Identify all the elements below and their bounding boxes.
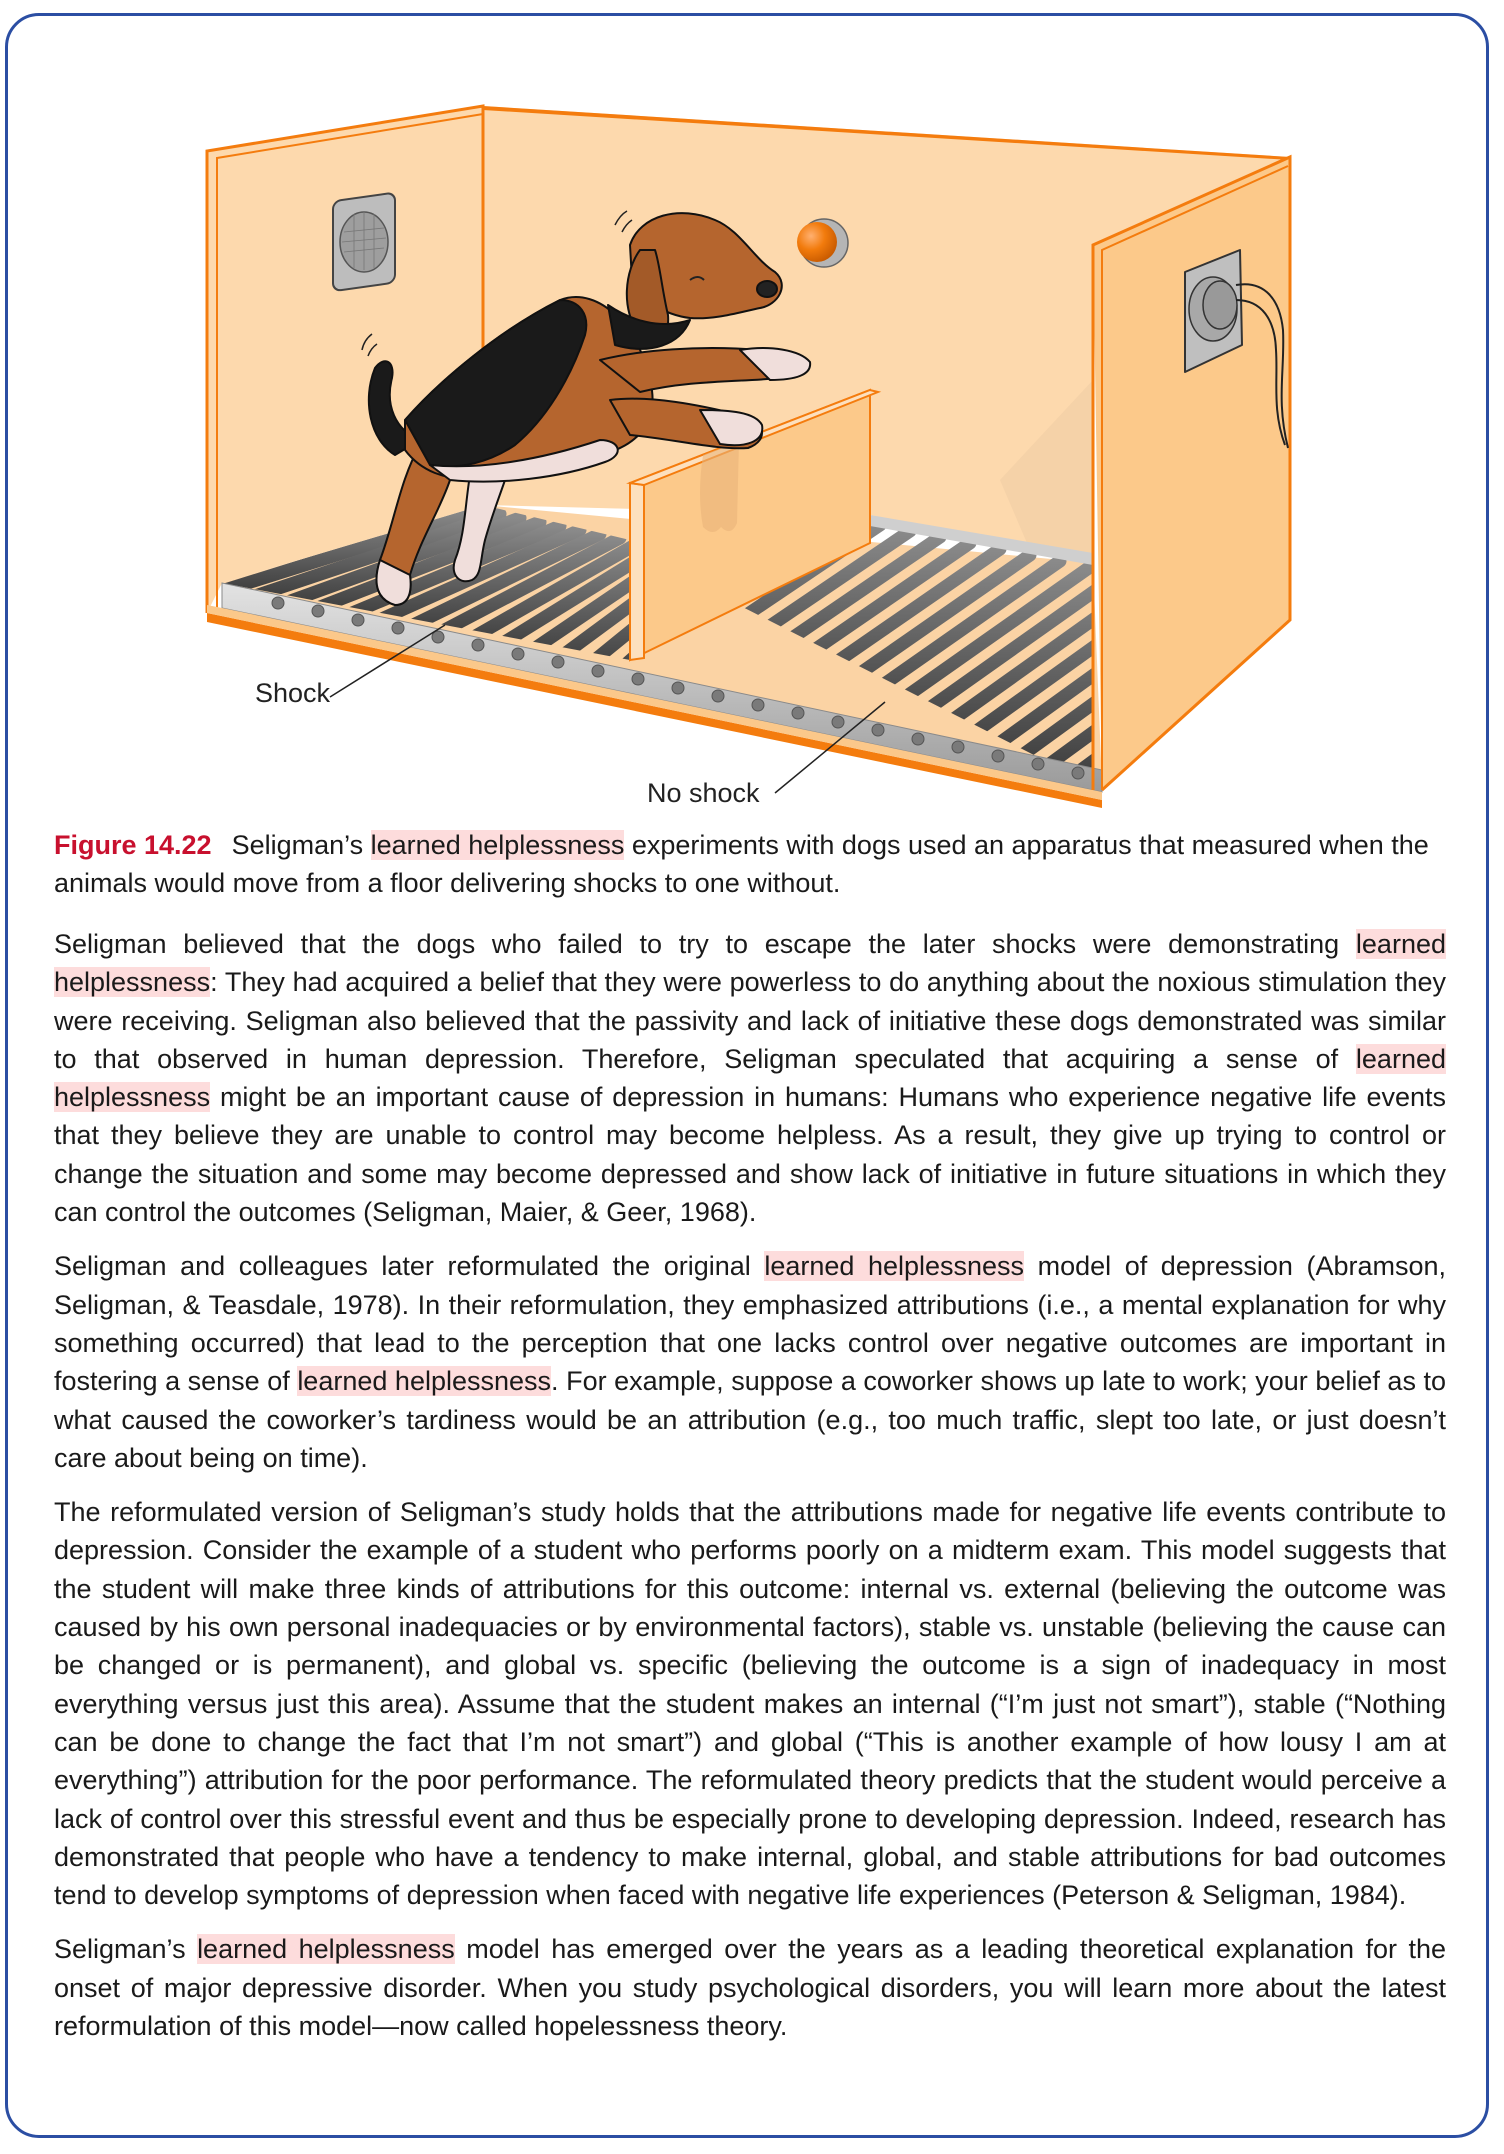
highlighted-term: learned helplessness	[297, 1366, 552, 1397]
highlighted-term: learned helplessness	[370, 830, 625, 860]
vent-icon	[333, 192, 395, 291]
right-wall	[1093, 157, 1290, 790]
text-run: model of depression (Abramson, Seligman, & Teasdale, 1978). In their reformulation, they emphasized attributions (i.e., a mental explanation for why something occurred) that lead to the perception that one lacks control over negative outcomes are important in fostering a sense of	[54, 1251, 1446, 1397]
figure-number: Figure 14.22	[54, 830, 212, 860]
figure-14-22	[0, 0, 1504, 820]
figure-caption	[54, 826, 1454, 902]
highlighted-term: learned helplessness	[54, 1043, 1446, 1113]
shock-label: Shock	[255, 678, 331, 708]
text-run: The reformulated version of Seligman’s study holds that the attributions made for negative life events contribute to depression. Consider the example of a student who performs poorly on a midterm exam. This model suggests that the student will make three kinds of attributions for this outcome: internal vs. external (believing the outcome was caused by his own personal inadequacies or by environmental factors), stable vs. unstable (believing the cause can be changed or is permanent), and global vs. specific (believing the outcome is a sign of inadequacy in most everything versus just this area). Assume that the student makes an internal (“I’m just not smart”), stable (“Nothing can be done to change the fact that I’m not smart”) and global (“This is another example of how lousy I am at everything”) attribution for the poor performance. The reformulated theory predicts that the student would perceive a lack of control over this stressful event and thus be especially prone to developing depression. Indeed, research has demonstrated that people who have a tendency to make internal, global, and stable attributions for bad outcomes tend to develop symptoms of depression when faced with negative life experiences (Peterson & Seligman, 1984).	[54, 1497, 1446, 1911]
text-run: experiments with dogs used an apparatus that measured when the animals would move from a floor delivering shocks to one without.	[54, 830, 1429, 898]
highlighted-term: learned helplessness	[54, 929, 1446, 998]
highlighted-term: learned helplessness	[764, 1251, 1025, 1282]
text-run: : They had acquired a belief that they were powerless to do anything about the noxious stimulation they were receiving. Seligman also believed that the passivity and lack of initiative these dogs demonstrated was similar to that observed in human depression. Therefore, Seligman speculated that acquiring a sense of	[54, 967, 1446, 1074]
paragraph	[54, 1247, 1446, 1477]
paragraph	[54, 925, 1446, 1231]
article-body	[54, 925, 1446, 2061]
text-run: Seligman’s	[231, 830, 371, 860]
text-run: might be an important cause of depression in humans: Humans who experience negative life events that they believe they are unable to control may become helpless. As a result, they give up trying to control or change the situation and some may become depressed and show lack of initiative in future situations in which they can control the outcomes (Seligman, Maier, & Geer, 1968).	[54, 1082, 1446, 1228]
shuttle-box-illustration	[0, 0, 1504, 820]
text-run: Seligman’s	[54, 1934, 198, 1965]
paragraph	[54, 1493, 1446, 1914]
text-run: . For example, suppose a coworker shows up late to work; your belief as to what caused the coworker’s tardiness would be an attribution (e.g., too much traffic, slept too late, or just doesn’t care about being on time).	[54, 1366, 1447, 1473]
text-run: model has emerged over the years as a leading theoretical explanation for the onset of major depressive disorder. When you study psychological disorders, you will learn more about the latest reformulation of this model—now called hopelessness theory.	[54, 1934, 1447, 2042]
caption-text	[54, 830, 1429, 898]
text-run: Seligman and colleagues later reformulated the original	[54, 1251, 765, 1282]
paragraph	[54, 1930, 1446, 2045]
highlighted-term: learned helplessness	[197, 1934, 455, 1965]
text-run: Seligman believed that the dogs who failed to try to escape the later shocks were demonstrating	[54, 929, 1356, 959]
no-shock-label: No shock	[647, 778, 760, 808]
